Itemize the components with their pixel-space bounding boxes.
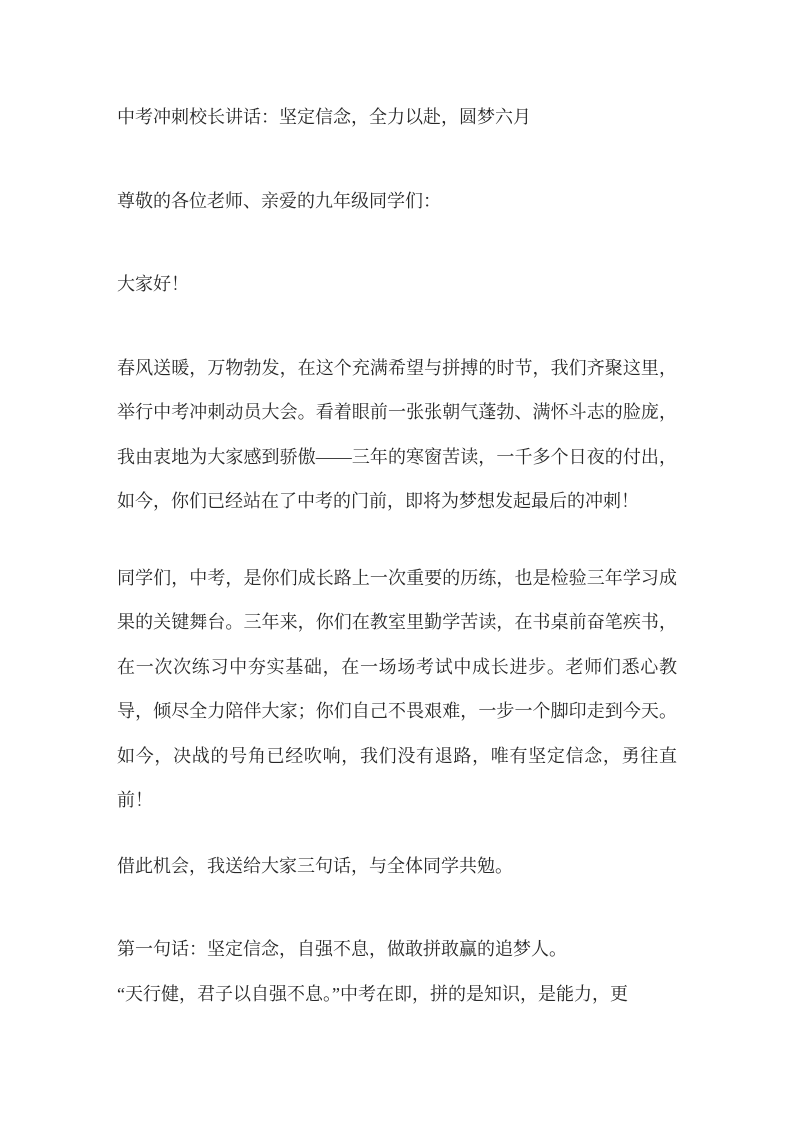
paragraph-three-messages-intro: 借此机会，我送给大家三句话，与全体同学共勉。 [117, 855, 513, 876]
paragraph-significance: 同学们，中考，是你们成长路上一次重要的历练，也是检验三年学习成果的关键舞台。三年来，你们在教室里勤学苦读，在书桌前奋笔疾书，在一次次练习中夯实基础，在一场场考试中成长进步。老师们悉心教导，倾尽全力陪伴大家；你们自己不畏艰难，一步一个脚印走到今天。如今，决战的号角已经吹响，我们没有退路，唯有坚定信念，勇往直前！ [117, 567, 677, 810]
paragraph-first-message-body: “天行健，君子以自强不息。”中考在即，拼的是知识，是能力，更 [117, 983, 628, 1004]
document-title: 中考冲刺校长讲话：坚定信念，全力以赴，圆梦六月 [117, 107, 531, 127]
paragraph-first-message-heading: 第一句话：坚定信念，自强不息，做敢拼敢赢的追梦人。 [117, 939, 567, 959]
paragraph-opening: 春风送暖，万物勃发，在这个充满希望与拼搏的时节，我们齐聚这里，举行中考冲刺动员大会。看着眼前一张张朝气蓬勃、满怀斗志的脸庞，我由衷地为大家感到骄傲——三年的寒窗苦读，一千多个日夜的付出，如今，你们已经站在了中考的门前，即将为梦想发起最后的冲刺！ [117, 357, 677, 511]
greeting-line: 大家好！ [117, 274, 189, 294]
salutation-line: 尊敬的各位老师、亲爱的九年级同学们： [117, 190, 441, 211]
